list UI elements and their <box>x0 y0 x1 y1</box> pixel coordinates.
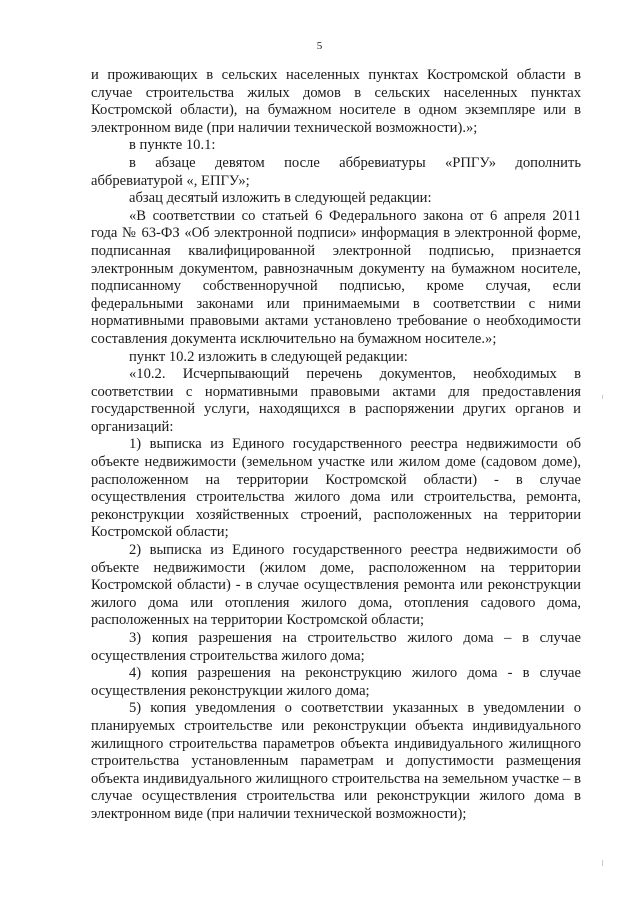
paragraph-abbreviation-amendment: в абзаце девятом после аббревиатуры «РПГУ» дополнить аббревиатурой «, ЕПГУ»; <box>91 154 581 189</box>
list-item-1: 1) выписка из Единого государственного реестра недвижимости об объекте недвижимости (земельном участке или жилом доме (садовом доме), расположенном на территории Костромской области) - в случае осуществления строительства жилого дома или строительства, ремонта, реконструкции хозяйственных строений, расположенных на территории Костромской области; <box>91 436 581 541</box>
list-item-2: 2) выписка из Единого государственного реестра недвижимости об объекте недвижимости (жилом доме, расположенном на территории Костромской области) - в случае осуществления ремонта или реконструкции жилого дома или отопления жилого дома, отопления садового дома, расположенных на территории Костромской области; <box>91 542 581 629</box>
paragraph-document-list-intro: «10.2. Исчерпывающий перечень документов, необходимых в соответствии с нормативными правовыми актами для предоставления государственной услуги, находящихся в распоряжении других органов и организаций: <box>91 366 581 435</box>
paragraph-continuation: и проживающих в сельских населенных пунктах Костромской области в случае строительства жилых домов в сельских населенных пунктах Костромской области), на бумажном носителе в одном экземпляре или в электронном виде (при наличии технической возможности).»; <box>91 67 581 136</box>
list-item-4: 4) копия разрешения на реконструкцию жилого дома - в случае осуществления реконструкции жилого дома; <box>91 665 581 699</box>
list-item-5: 5) копия уведомления о соответствии указанных в уведомлении о планируемых строительстве или реконструкции объекта индивидуального жилищного строительства параметров объекта индивидуального жилищного строительства установленным параметрам и допустимости размещения объекта индивидуального жилищного строительства на земельном участке – в случае осуществления строительства или реконструкции жилого дома в электронном виде (при наличии технической возможности); <box>91 700 581 822</box>
document-body <box>91 67 581 824</box>
paragraph-electronic-signature: «В соответствии со статьей 6 Федерального закона от 6 апреля 2011 года № 63-ФЗ «Об электронной подписи» информация в электронной форме, подписанная квалифицированной электронной подписью, признается электронным документом, равнозначным документу на бумажном носителе, подписанному собственноручной подписью, кроме случая, если федеральными законами или принимаемыми в соответствии с ними нормативными правовыми актами установлено требование о необходимости составления документа исключительно на бумажном носителе.»; <box>91 207 581 347</box>
list-item-3: 3) копия разрешения на строительство жилого дома – в случае осуществления строительства жилого дома; <box>91 630 581 664</box>
page-number: 5 <box>316 40 323 52</box>
scan-artifact <box>602 395 603 399</box>
scan-artifact <box>602 860 603 866</box>
paragraph-point-10-1: в пункте 10.1: <box>129 137 216 154</box>
paragraph-point-10-2: пункт 10.2 изложить в следующей редакции: <box>129 348 408 365</box>
paragraph-tenth-abzac: абзац десятый изложить в следующей редакции: <box>129 190 432 207</box>
